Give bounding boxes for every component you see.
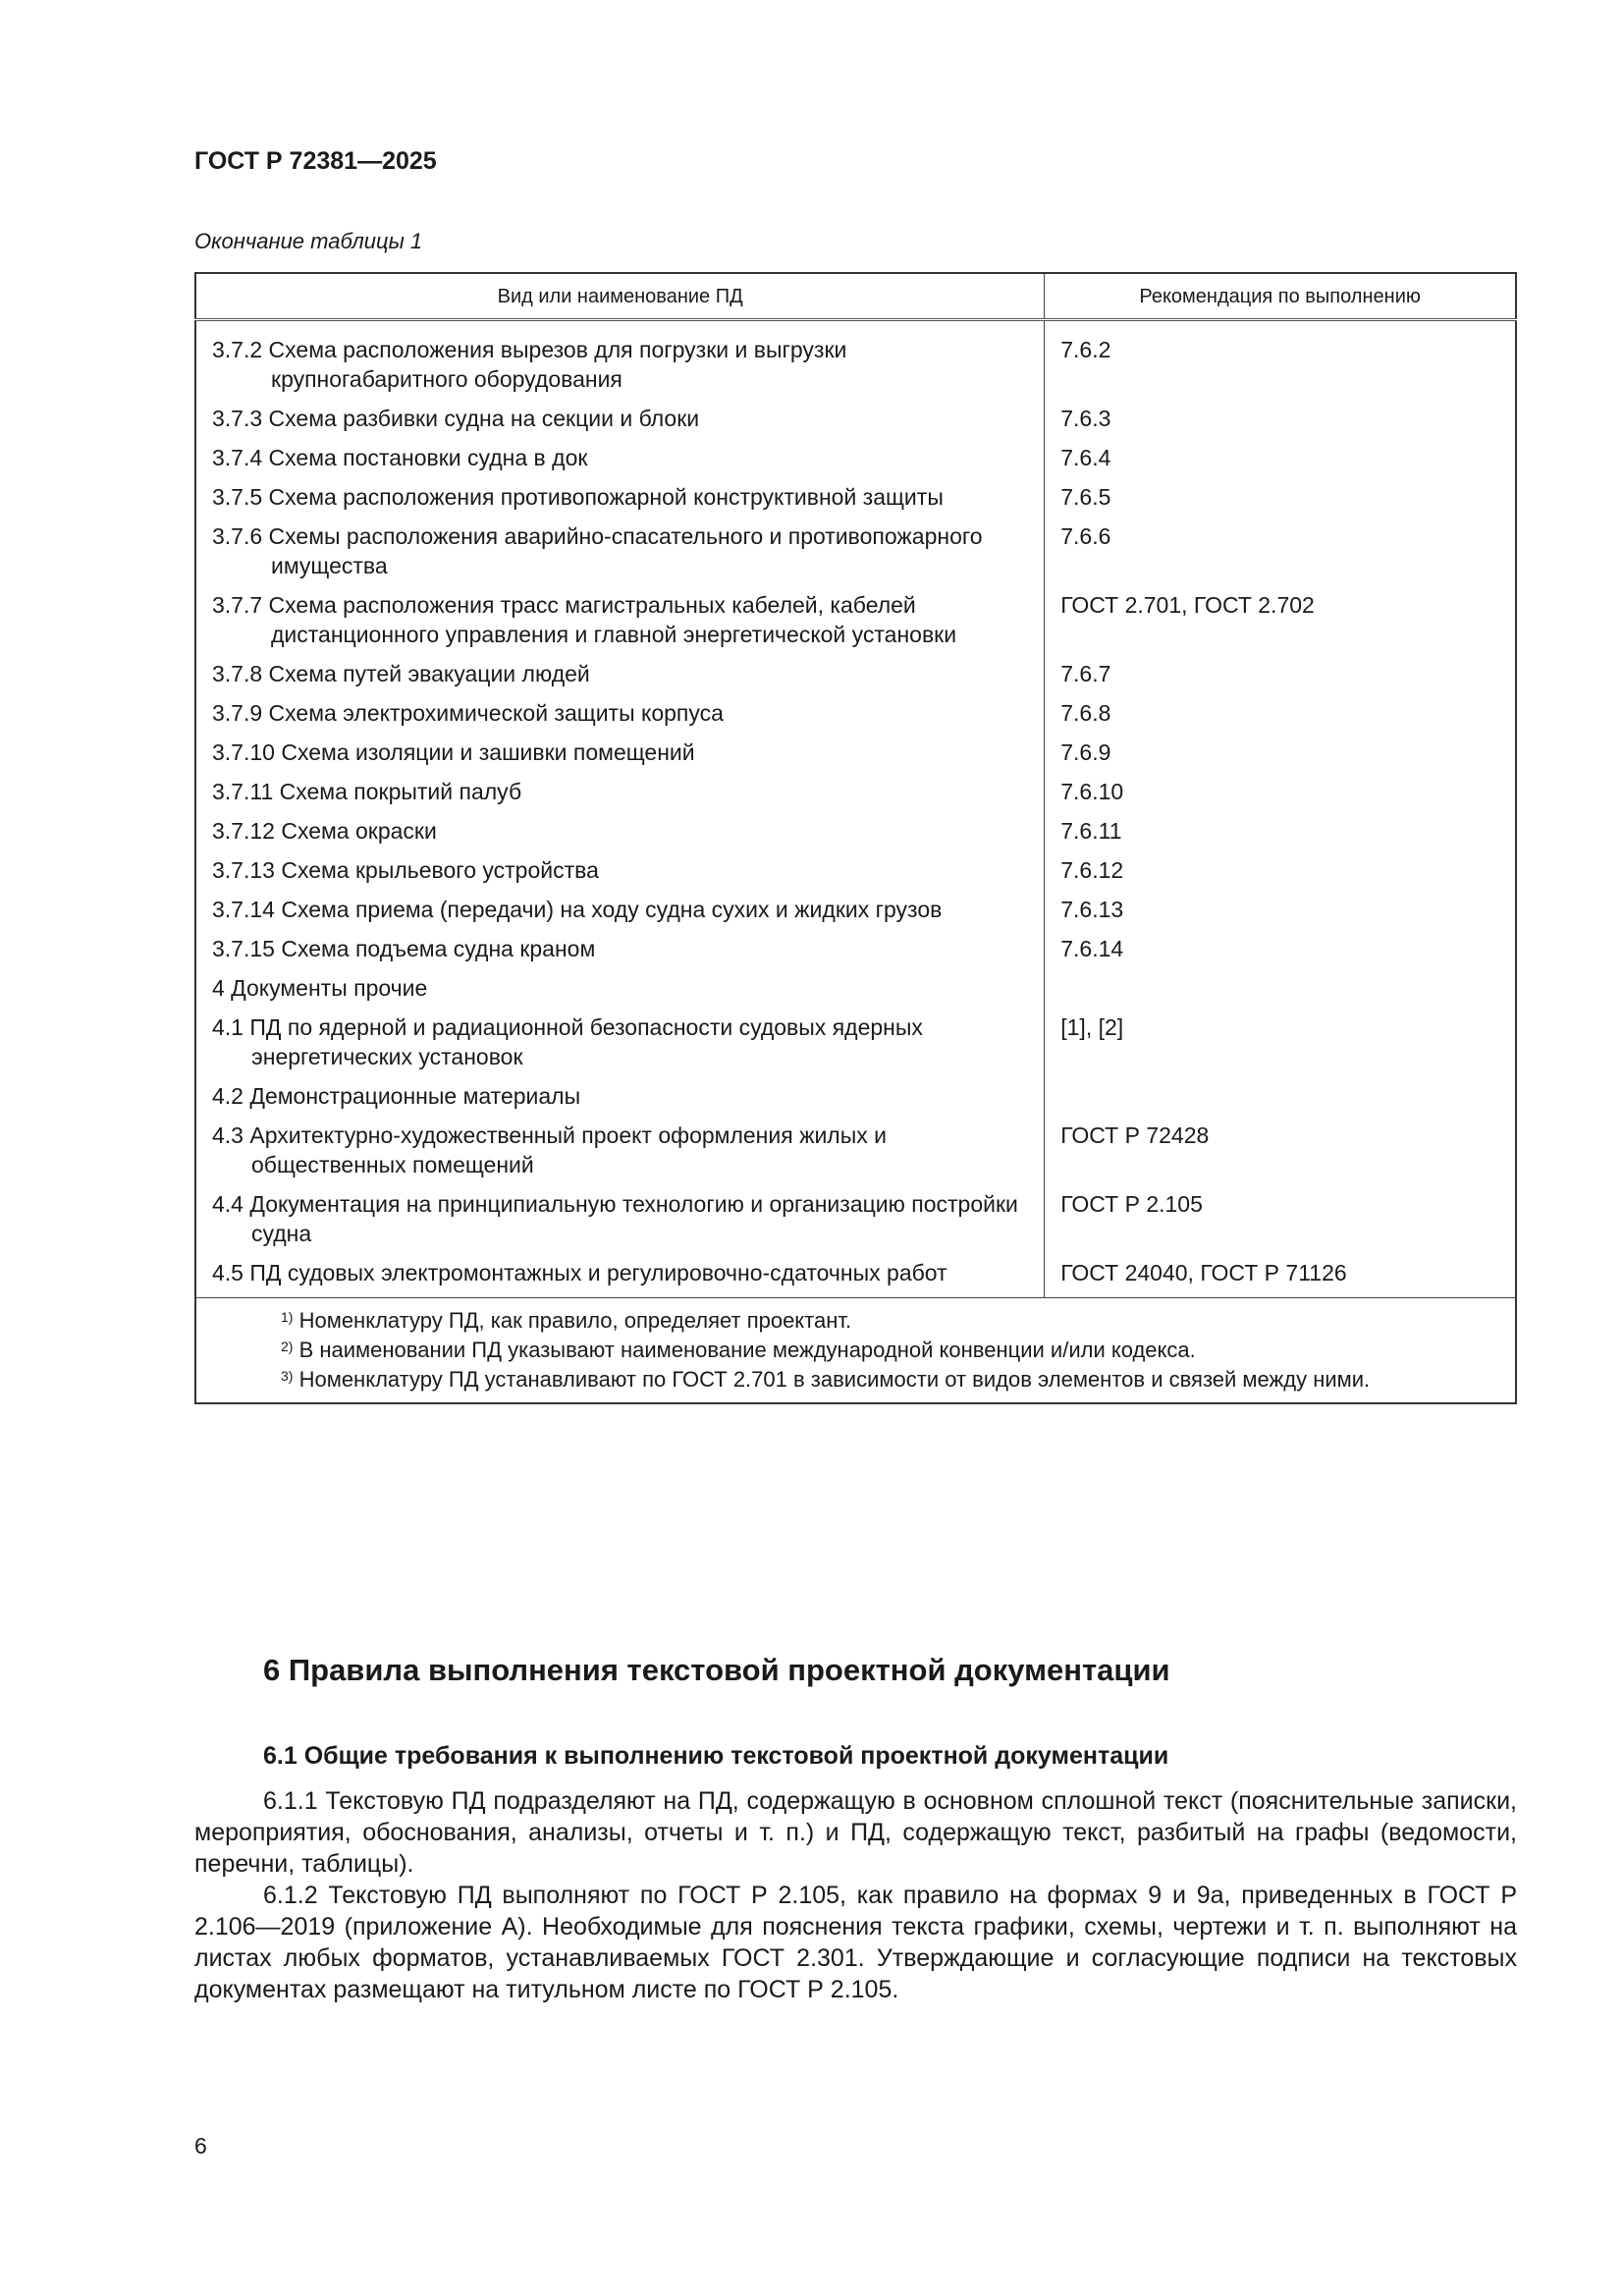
table-row — [195, 1187, 1516, 1256]
table-row — [195, 775, 1516, 814]
table-note: $^{3)}$ Номенклатуру ПД устанавливают по ГОСТ 2.701 в зависимости от видов элементов и связей между ними. — [281, 1367, 1371, 1392]
cell-name: 3.7.4 Схема постановки судна в док — [195, 441, 1045, 480]
cell-name: 3.7.2 Схема расположения вырезов для погрузки и выгрузки крупногабаритного оборудования — [195, 320, 1045, 403]
table-row — [195, 1011, 1516, 1079]
table-note: $^{2)}$ В наименовании ПД указывают наименование международной конвенции и/или кодекса. — [281, 1338, 1196, 1362]
table-row — [195, 519, 1516, 588]
column-header-name: Вид или наименование ПД — [195, 273, 1045, 320]
cell-recommendation: 7.6.9 — [1060, 739, 1111, 765]
subsection-title: 6.1 Общие требования к выполнению текстовой проектной документации — [263, 1742, 1169, 1770]
cell-recommendation: 7.6.10 — [1060, 779, 1124, 804]
cell-recommendation: 7.6.13 — [1060, 897, 1124, 922]
paragraph: 6.1.2 Текстовую ПД выполняют по ГОСТ Р 2.105, как правило на формах 9 и 9а, приведенных в ГОСТ Р 2.106—2019 (приложение А). Необходимые для пояснения текста графики, схемы, чертежи и т. п. выполняют на листах любых форматов, устанавливаемых ГОСТ 2.301. Утверждающие и согласующие подписи на текстовых документах размещают на титульном листе по ГОСТ Р 2.105. — [194, 1882, 1517, 2003]
cell-recommendation: ГОСТ Р 2.105 — [1060, 1191, 1203, 1217]
cell-recommendation: 7.6.8 — [1060, 700, 1111, 726]
cell-recommendation — [1045, 1079, 1516, 1119]
cell-recommendation: 7.6.14 — [1060, 936, 1124, 961]
cell-name: 3.7.10 Схема изоляции и зашивки помещений — [195, 736, 1045, 775]
table-1 — [194, 272, 1517, 1404]
cell-recommendation: ГОСТ 2.701, ГОСТ 2.702 — [1060, 592, 1315, 618]
cell-name: 3.7.13 Схема крыльевого устройства — [195, 853, 1045, 893]
cell-name: 4.3 Архитектурно-художественный проект оформления жилых и общественных помещений — [195, 1119, 1045, 1187]
cell-recommendation: 7.6.7 — [1060, 661, 1111, 686]
cell-recommendation: ГОСТ 24040, ГОСТ Р 71126 — [1060, 1260, 1347, 1285]
table-row — [195, 696, 1516, 736]
table-row — [195, 480, 1516, 519]
cell-name: 3.7.6 Схемы расположения аварийно-спасательного и противопожарного имущества — [195, 519, 1045, 588]
cell-name: 3.7.12 Схема окраски — [195, 814, 1045, 853]
table-row — [195, 932, 1516, 971]
section-title: 6 Правила выполнения текстовой проектной документации — [263, 1653, 1170, 1687]
cell-recommendation — [1045, 971, 1516, 1011]
cell-recommendation: [1], [2] — [1060, 1014, 1124, 1040]
table-note: $^{1)}$ Номенклатуру ПД, как правило, определяет проектант. — [281, 1308, 852, 1333]
page-number: 6 — [194, 2133, 207, 2159]
cell-name: 3.7.5 Схема расположения противопожарной конструктивной защиты — [195, 480, 1045, 519]
cell-name: 4.4 Документация на принципиальную технологию и организацию постройки судна — [195, 1187, 1045, 1256]
cell-name: 3.7.9 Схема электрохимической защиты корпуса — [195, 696, 1045, 736]
table-row — [195, 893, 1516, 932]
cell-name: 4.1 ПД по ядерной и радиационной безопасности судовых ядерных энергетических установок — [195, 1011, 1045, 1079]
cell-recommendation: 7.6.4 — [1060, 445, 1111, 470]
column-header-recommendation: Рекомендация по выполнению — [1045, 273, 1516, 320]
table-row — [195, 402, 1516, 441]
cell-recommendation: 7.6.6 — [1060, 523, 1111, 549]
table-row — [195, 971, 1516, 1011]
cell-recommendation: 7.6.2 — [1060, 337, 1111, 362]
cell-name: 3.7.11 Схема покрытий палуб — [195, 775, 1045, 814]
table-row — [195, 1119, 1516, 1187]
table-row — [195, 588, 1516, 657]
table-row — [195, 814, 1516, 853]
table-notes-row — [195, 1298, 1516, 1404]
cell-name: 3.7.14 Схема приема (передачи) на ходу судна сухих и жидких грузов — [195, 893, 1045, 932]
cell-name: 4.5 ПД судовых электромонтажных и регулировочно-сдаточных работ — [195, 1256, 1045, 1298]
paragraph: 6.1.1 Текстовую ПД подразделяют на ПД, содержащую в основном сплошной текст (пояснительные записки, мероприятия, обоснования, анализы, отчеты и т. п.) и ПД, содержащую текст, разбитый на графы (ведомости, перечни, таблицы). — [194, 1787, 1517, 1878]
table-header-row — [195, 273, 1516, 320]
cell-recommendation: 7.6.12 — [1060, 857, 1124, 883]
table-row — [195, 1079, 1516, 1119]
cell-name: 3.7.3 Схема разбивки судна на секции и блоки — [195, 402, 1045, 441]
table-row — [195, 853, 1516, 893]
document-code: ГОСТ Р 72381—2025 — [194, 147, 437, 175]
table-row — [195, 320, 1516, 403]
cell-recommendation: 7.6.5 — [1060, 484, 1111, 510]
body-text — [194, 1785, 1517, 2005]
table-row — [195, 657, 1516, 696]
cell-name: 4 Документы прочие — [195, 971, 1045, 1011]
cell-recommendation: 7.6.3 — [1060, 406, 1111, 431]
table-row — [195, 441, 1516, 480]
table-row — [195, 736, 1516, 775]
cell-name: 3.7.15 Схема подъема судна краном — [195, 932, 1045, 971]
table-notes — [195, 1298, 1516, 1404]
cell-recommendation: ГОСТ Р 72428 — [1060, 1122, 1210, 1148]
table-caption: Окончание таблицы 1 — [194, 229, 423, 253]
cell-name: 3.7.7 Схема расположения трасс магистральных кабелей, кабелей дистанционного управления и главной энергетической установки — [195, 588, 1045, 657]
table-row — [195, 1256, 1516, 1298]
cell-name: 3.7.8 Схема путей эвакуации людей — [195, 657, 1045, 696]
cell-name: 4.2 Демонстрационные материалы — [195, 1079, 1045, 1119]
cell-recommendation: 7.6.11 — [1060, 818, 1122, 844]
